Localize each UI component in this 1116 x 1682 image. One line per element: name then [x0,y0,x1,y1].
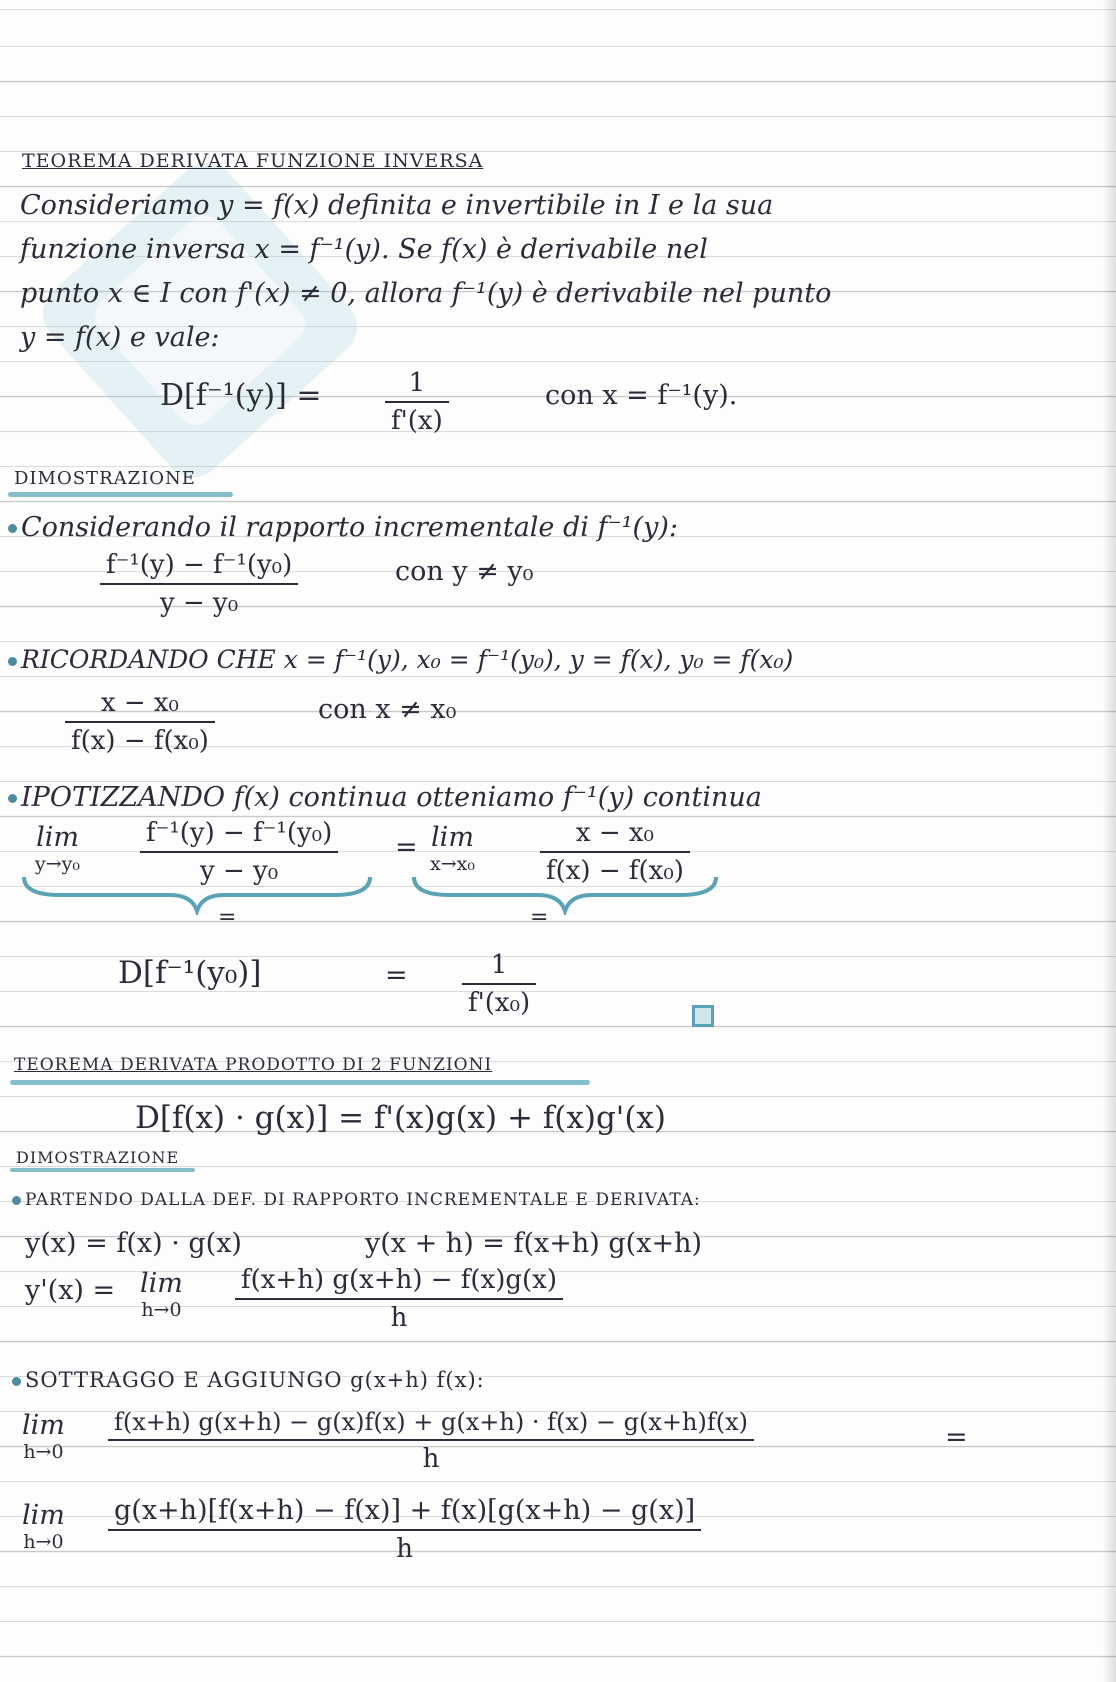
watermark-logo [0,66,454,574]
proof2-step2 [12,1368,485,1392]
expansion-1-equals: = [945,1422,968,1453]
product-formula: D[f(x) · g(x)] = f'(x)g(x) + f(x)g'(x) [135,1100,666,1136]
proof1-step1-condition: con y ≠ y₀ [395,556,534,587]
limit-word: lim [22,1410,65,1441]
fraction-denominator: f'(x) [391,406,443,436]
limit-word: lim [36,822,79,853]
fraction-bar [140,851,338,853]
fraction-numerator: g(x+h)[f(x+h) − f(x)] + f(x)[g(x+h) − g(x)] [114,1495,696,1526]
fraction-denominator: h [396,1534,413,1564]
statement-line-1: Consideriamo y = f(x) definita e invertibile in I e la sua [20,190,774,221]
statement-line-2: funzione inversa x = f⁻¹(y). Se f(x) è derivabile nel [20,234,708,265]
proof1-step3 [8,782,762,813]
fraction-bar [385,401,449,403]
limit-4 [22,1410,65,1463]
section-title-inverse: TEOREMA DERIVATA FUNZIONE INVERSA [22,150,484,172]
limit-1 [35,822,80,875]
fraction-bar [235,1298,563,1300]
page-edge-shadow [1102,0,1116,1682]
limit-word: lim [140,1268,183,1299]
bullet-icon [12,1377,21,1386]
proof1-step3-text: IPOTIZZANDO f(x) continua otteniamo f⁻¹(y) continua [21,782,762,813]
proof2-step1-text: PARTENDO DALLA DEF. DI RAPPORTO INCREMENTALE E DERIVATA: [25,1190,701,1210]
fraction-numerator: x − x₀ [575,818,654,848]
inverse-formula-condition: con x = f⁻¹(y). [545,380,738,411]
limit-5 [22,1500,65,1553]
result-equals: = [385,960,408,991]
fraction-denominator: h [422,1444,440,1474]
fraction-denominator: f(x) − f(x₀) [546,856,684,886]
brace-right [410,875,720,915]
expansion-1-fraction [108,1408,754,1474]
fraction-numerator: 1 [408,368,426,398]
proof1-step2-fraction [65,688,215,756]
proof-label-1: DIMOSTRAZIONE [14,468,196,489]
limit-2 [430,822,475,875]
brace-equals-left: = [218,905,237,930]
fraction-bar [462,983,536,985]
fraction-numerator: f⁻¹(y) − f⁻¹(y₀) [146,818,333,848]
product-def-2: y(x + h) = f(x+h) g(x+h) [365,1228,702,1259]
fraction-denominator: f(x) − f(x₀) [71,726,209,756]
fraction-bar [540,851,690,853]
fraction-denominator: h [390,1303,408,1333]
proof-label-2: DIMOSTRAZIONE [16,1148,180,1167]
bullet-icon [8,794,17,803]
limit-subscript: h→0 [141,1299,182,1321]
fraction-numerator: f⁻¹(y) − f⁻¹(y₀) [106,550,293,580]
brace-equals-right: = [530,905,549,930]
section-title-product-highlight [10,1080,590,1085]
fraction-numerator: f(x+h) g(x+h) − f(x)g(x) [241,1265,557,1295]
fraction-bar [65,721,215,723]
proof2-step2-text: SOTTRAGGO E AGGIUNGO g(x+h) f(x): [25,1368,485,1392]
fraction-numerator: f(x+h) g(x+h) − g(x)f(x) + g(x+h) · f(x) − g(x+h)f(x) [114,1408,748,1436]
proof1-step2 [8,645,793,674]
limit-subscript: x→x₀ [430,853,475,875]
fraction-numerator: 1 [490,950,508,980]
limit-word: lim [22,1500,65,1531]
result-lhs: D[f⁻¹(y₀)] [118,955,262,991]
expansion-2-fraction [108,1495,701,1564]
proof1-step1-text: Considerando il rapporto incrementale di f⁻¹(y): [21,512,678,543]
limit-subscript: h→0 [23,1531,64,1553]
inverse-formula-fraction [385,368,449,436]
fraction-bar [100,583,298,585]
limit-subscript: h→0 [23,1441,64,1463]
fraction-denominator: y − y₀ [200,856,279,886]
proof-label-2-highlight [10,1168,195,1172]
limit-3 [140,1268,183,1321]
proof-label-1-highlight [8,492,233,497]
qed-square-icon [692,1005,714,1027]
fraction-denominator: f'(x₀) [468,988,531,1018]
derivative-fraction [235,1265,563,1333]
bullet-icon [8,524,17,533]
brace-left [20,875,375,915]
product-def-1: y(x) = f(x) · g(x) [25,1228,242,1259]
statement-line-4: y = f(x) e vale: [20,322,220,353]
statement-line-3: punto x ∈ I con f'(x) ≠ 0, allora f⁻¹(y) è derivabile nel punto [20,278,832,309]
fraction-numerator: x − x₀ [100,688,179,718]
limit-word: lim [431,822,474,853]
derivative-lhs: y'(x) = [25,1275,116,1306]
fraction-denominator: y − y₀ [160,588,239,618]
bullet-icon [8,657,17,666]
fraction-bar [108,1439,754,1441]
proof1-step2-text: RICORDANDO CHE x = f⁻¹(y), x₀ = f⁻¹(y₀), y = f(x), y₀ = f(x₀) [21,645,794,674]
proof1-step2-condition: con x ≠ x₀ [318,694,457,725]
proof2-step1 [12,1190,701,1210]
proof1-step1-fraction [100,550,298,618]
equals-sign: = [395,832,418,863]
proof1-step1 [8,512,678,543]
inverse-formula-lhs: D[f⁻¹(y)] = [160,378,322,413]
bullet-icon [12,1196,21,1205]
section-title-product: TEOREMA DERIVATA PRODOTTO DI 2 FUNZIONI [14,1055,493,1075]
fraction-bar [108,1529,701,1531]
result-fraction [462,950,536,1018]
limit-subscript: y→y₀ [35,853,81,875]
